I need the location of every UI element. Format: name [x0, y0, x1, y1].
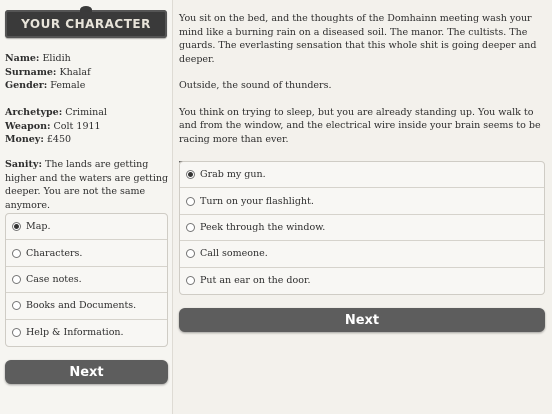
menu-item-map[interactable] — [6, 214, 167, 240]
choice-label: Peek through the window. — [200, 221, 326, 233]
menu-item-label: Characters. — [26, 247, 83, 259]
stat-value: Colt 1911 — [53, 120, 101, 132]
radio-icon[interactable] — [186, 197, 195, 206]
story-text — [179, 12, 545, 186]
radio-icon[interactable] — [186, 223, 195, 232]
radio-selected-icon[interactable] — [12, 222, 21, 231]
choice-peek-window[interactable] — [180, 215, 544, 241]
choice-list — [179, 161, 545, 295]
sanity-stat — [5, 158, 170, 212]
menu-item-label: Books and Documents. — [26, 300, 137, 312]
stat-value: Female — [50, 80, 86, 91]
stat-label: Surname: — [5, 66, 57, 78]
radio-icon[interactable] — [12, 328, 21, 337]
choice-call-someone[interactable] — [180, 241, 544, 267]
sidebar-next-button[interactable]: Next — [5, 360, 168, 384]
radio-icon[interactable] — [186, 249, 195, 258]
stat-label: Gender: — [5, 80, 48, 91]
choice-ear-door[interactable] — [180, 268, 544, 294]
profile-stats — [5, 106, 170, 147]
stat-surname — [5, 66, 170, 80]
character-banner — [5, 10, 167, 38]
stat-value: Khalaf — [59, 66, 91, 78]
radio-selected-icon[interactable] — [186, 170, 195, 179]
choice-label: Put an ear on the door. — [200, 275, 311, 287]
menu-item-label: Case notes. — [26, 273, 82, 285]
choice-label: Grab my gun. — [200, 169, 266, 181]
stat-value: The lands are getting higher and the waters are getting deeper. You are not the same anymore. — [5, 159, 169, 211]
story-paragraph: You think on trying to sleep, but you are already standing up. You walk to and from the window, and the electrical wire inside your brain seems to be racing more than ever. — [179, 106, 541, 145]
story-next-button[interactable]: Next — [179, 308, 545, 332]
character-menu — [5, 213, 168, 347]
banner-title: YOUR CHARACTER — [21, 17, 151, 31]
character-sidebar — [0, 0, 173, 414]
stat-label: Weapon: — [5, 120, 51, 132]
stat-value: £450 — [46, 134, 72, 145]
stat-money — [5, 133, 170, 147]
choice-flashlight[interactable] — [180, 188, 544, 214]
menu-item-case-notes[interactable] — [6, 267, 167, 293]
stat-label: Archetype: — [5, 107, 63, 118]
banner-ornament-icon — [80, 6, 92, 14]
choice-label: Turn on your flashlight. — [200, 195, 314, 207]
radio-icon[interactable] — [12, 301, 21, 310]
stat-value: Criminal — [65, 107, 107, 118]
stat-value: Elidih — [42, 53, 71, 64]
radio-icon[interactable] — [186, 276, 195, 285]
stat-weapon — [5, 120, 170, 134]
story-paragraph: Outside, the sound of thunders. — [179, 80, 332, 91]
choice-grab-gun[interactable] — [180, 162, 544, 188]
radio-icon[interactable] — [12, 249, 21, 258]
menu-item-books[interactable] — [6, 293, 167, 319]
stat-label: Money: — [5, 134, 44, 145]
menu-item-characters[interactable] — [6, 240, 167, 266]
stat-name — [5, 52, 170, 66]
story-paragraph: You sit on the bed, and the thoughts of the Domhainn meeting wash your mind like a burning rain on a diseased soil. The manor. The cultists. The guards. The everlasting sensation that this whole shit is going deeper and deeper. — [179, 13, 537, 65]
identity-stats — [5, 52, 170, 93]
stat-archetype — [5, 106, 170, 120]
menu-item-label: Map. — [26, 221, 51, 233]
choice-label: Call someone. — [200, 248, 268, 260]
menu-item-help[interactable] — [6, 320, 167, 346]
menu-item-label: Help & Information. — [26, 327, 124, 339]
stat-label: Sanity: — [5, 159, 42, 170]
stat-label: Name: — [5, 53, 40, 64]
radio-icon[interactable] — [12, 275, 21, 284]
stat-gender — [5, 79, 170, 93]
